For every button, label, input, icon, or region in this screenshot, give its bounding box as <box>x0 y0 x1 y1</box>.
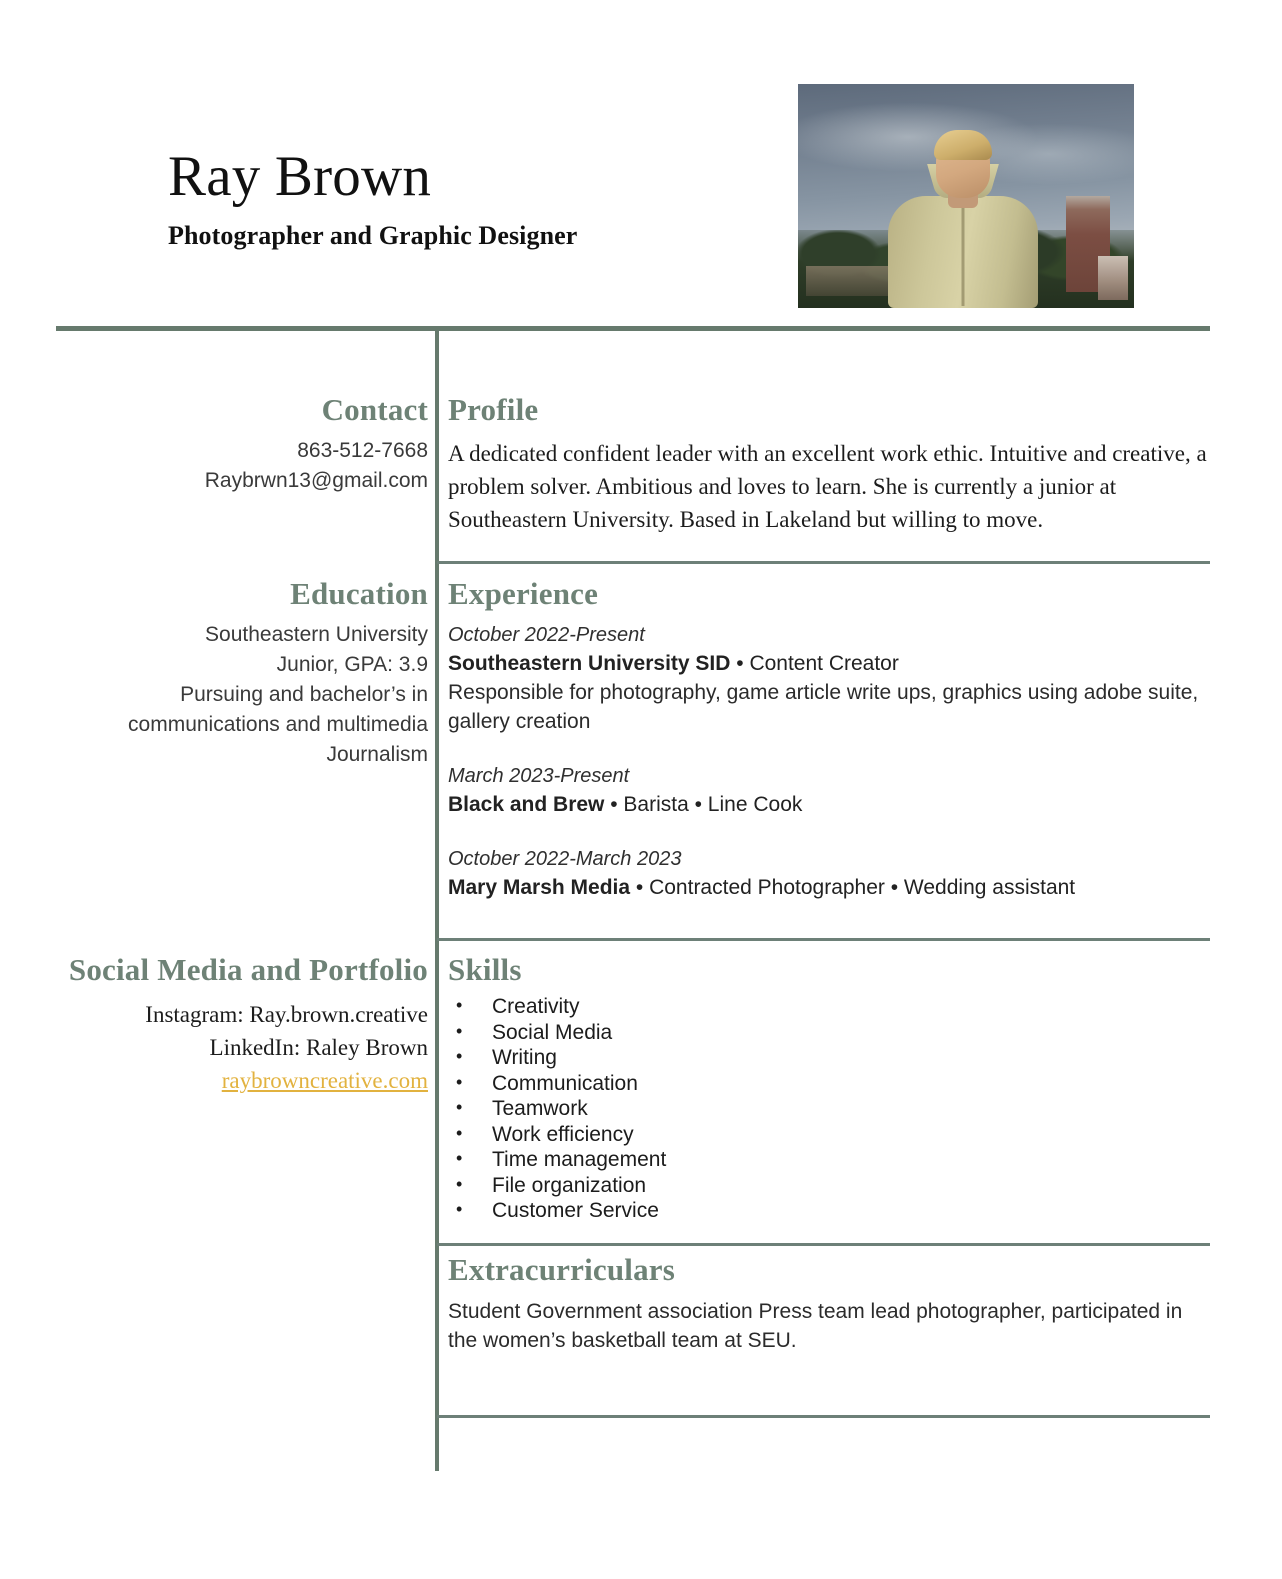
experience-title-line <box>448 790 1210 819</box>
education-heading: Education <box>290 576 428 611</box>
experience-description: Responsible for photography, game article write ups, graphics using adobe suite, gallery creation <box>448 681 1199 733</box>
header-divider-rule <box>56 326 1210 331</box>
experience-item <box>448 621 1210 736</box>
section-rule-extracurriculars <box>437 1243 1210 1246</box>
experience-section <box>448 576 1210 902</box>
experience-spacer <box>448 819 1210 845</box>
experience-spacer <box>448 736 1210 762</box>
experience-title-line <box>448 873 1210 902</box>
experience-date: March 2023-Present <box>448 765 630 787</box>
section-rule-experience <box>437 561 1210 564</box>
resume-header <box>0 0 1282 320</box>
portrait-photo <box>798 84 1134 308</box>
experience-item <box>448 762 1210 819</box>
experience-roles: • Content Creator <box>730 652 899 675</box>
experience-date: October 2022-Present <box>448 624 645 646</box>
experience-heading: Experience <box>448 576 599 611</box>
experience-roles: • Contracted Photographer • Wedding assistant <box>630 876 1076 899</box>
photo-person <box>888 158 1038 308</box>
social-heading: Social Media and Portfolio <box>68 952 428 987</box>
contact-section <box>40 392 428 496</box>
experience-company: Black and Brew <box>448 793 605 816</box>
list-item: • Customer Service <box>448 1198 1210 1224</box>
education-line-school: Southeastern University <box>205 623 428 646</box>
extracurriculars-heading: Extracurriculars <box>448 1252 676 1287</box>
education-section <box>40 576 428 770</box>
list-item: • Communication <box>448 1071 1210 1097</box>
column-divider-rule <box>435 331 439 1471</box>
education-line-standing: Junior, GPA: 3.9 <box>276 653 428 676</box>
profile-section <box>448 392 1210 536</box>
list-item: • Teamwork <box>448 1096 1210 1122</box>
experience-item <box>448 845 1210 902</box>
experience-date: October 2022-March 2023 <box>448 848 682 870</box>
experience-roles: • Barista • Line Cook <box>604 793 803 816</box>
social-section <box>40 952 428 1097</box>
experience-company: Southeastern University SID <box>448 652 731 675</box>
contact-phone[interactable]: 863-512-7668 <box>297 439 428 462</box>
photo-person-hair <box>934 130 992 160</box>
photo-building-small <box>1098 256 1128 300</box>
social-instagram[interactable]: Instagram: Ray.brown.creative <box>145 1002 428 1027</box>
social-linkedin[interactable]: LinkedIn: Raley Brown <box>209 1035 428 1060</box>
extracurriculars-section <box>448 1252 1210 1355</box>
section-rule-skills <box>437 938 1210 941</box>
skills-section <box>448 952 1210 1224</box>
skills-heading: Skills <box>448 952 522 987</box>
list-item: • Creativity <box>448 994 1210 1020</box>
page-title: Ray Brown <box>168 145 432 208</box>
contact-email[interactable]: Raybrwn13@gmail.com <box>204 469 428 492</box>
list-item: • Time management <box>448 1147 1210 1173</box>
list-item: • Work efficiency <box>448 1122 1210 1148</box>
profile-text: A dedicated confident leader with an excellent work ethic. Intuitive and creative, a problem solver. Ambitious and loves to learn. She is currently a junior at Southeastern University. Based in Lakeland but willing to move. <box>448 441 1207 532</box>
profile-heading: Profile <box>448 392 539 427</box>
list-item: • Social Media <box>448 1020 1210 1046</box>
experience-title-line <box>448 649 1210 678</box>
photo-person-shirt <box>888 196 1038 308</box>
list-item: • File organization <box>448 1173 1210 1199</box>
portfolio-website-link[interactable]: raybrowncreative.com <box>221 1068 428 1093</box>
name-block <box>168 146 728 252</box>
skills-list <box>448 994 1210 1224</box>
experience-company: Mary Marsh Media <box>448 876 631 899</box>
job-title-subtitle: Photographer and Graphic Designer <box>168 221 578 250</box>
section-rule-footer <box>437 1415 1210 1418</box>
education-line-degree: Pursuing and bachelor’s in communications and multimedia Journalism <box>128 683 428 766</box>
extracurriculars-text: Student Government association Press team lead photographer, participated in the women’s basketball team at SEU. <box>448 1300 1183 1352</box>
list-item: • Writing <box>448 1045 1210 1071</box>
contact-heading: Contact <box>321 392 428 427</box>
